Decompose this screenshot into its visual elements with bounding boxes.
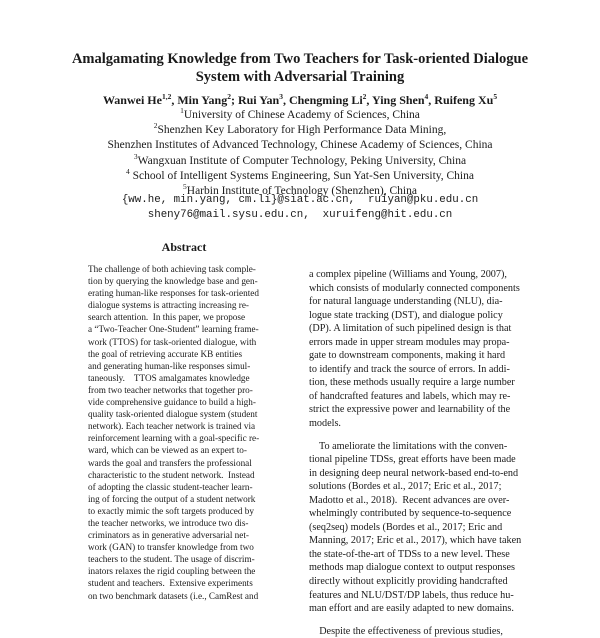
author-affiliation-mark: 1,2 [161,92,172,101]
email-line-1: {ww.he, min.yang, cm.li}@siat.ac.cn, ruiyan@pku.edu.cn [121,194,479,206]
author-name: Ying Shen [371,93,425,107]
body-text-line: in designing deep neural network-based end-to-end [309,467,519,479]
abstract-line: criminators as in generative adversarial net- [88,530,249,541]
body-text-line: man effort and are easily adapted to new domains. [309,603,514,615]
author-affiliation-mark: 5 [493,92,498,101]
abstract-line: taneously. TTOS amalgamates knowledge [88,372,250,383]
title-line-1: Amalgamating Knowledge from Two Teachers for Task-oriented Dialogue [71,51,529,67]
abstract-line: network). Each teacher network is trained via [88,421,256,432]
abstract-line: vide comprehensive guidance to build a high- [88,397,256,408]
abstract-line: characteristic to the student network. Instead [88,469,255,480]
author-list [40,93,560,107]
affiliation-text: School of Intelligent Systems Engineering, Sun Yat-Sen University, China [129,169,474,182]
abstract-line: reinforcement learning with a goal-specific re- [88,433,260,444]
author-name: Rui Yan [237,93,280,107]
email-line-2: sheny76@mail.sysu.edu.cn, xuruifeng@hit.edu.cn [147,209,453,221]
body-text-line: directly without explicitly providing handcrafted [309,576,508,588]
affiliation-text: Wangxuan Institute of Computer Technology, Peking University, China [137,154,467,167]
intro-paragraph-1 [309,268,533,431]
abstract-line: dialogue systems is attracting increasing re- [88,300,249,311]
body-text-line: Despite the effectiveness of previous studies, [309,625,503,637]
author-name: Chengming Li [288,93,363,107]
author-affiliation-mark: 3 [279,92,283,101]
abstract-line: a “Two-Teacher One-Student” learning frame- [88,324,259,335]
body-text-line: methods map dialogue context to output responses [309,562,515,574]
affiliation-mark: 5 [183,182,187,192]
author-separator: ; [230,93,238,107]
abstract-line: from two teacher networks that together pro- [88,384,253,395]
abstract-line: work (GAN) to transfer knowledge from two [88,542,254,553]
body-text-line: tional pipeline TDSs, great efforts have been made [309,454,516,466]
abstract-line: inators relaxes the rigid coupling between the [88,566,256,577]
body-text-line: solutions (Bordes et al., 2017; Eric et al., 2017; [309,481,502,493]
abstract-line: search attention. In this paper, we propose [88,312,246,323]
body-text-line: features and NLU/DST/DP labels, thus reduce hu- [309,589,514,601]
affiliation-line [40,108,560,123]
body-text-line: tion, these methods usually require a large number [309,377,515,389]
author-separator: , [282,93,289,107]
affiliation-line [40,138,560,153]
author-separator: , [428,93,435,107]
abstract-line: wards the goal and transfers the professional [88,457,252,468]
body-text-line: Madotto et al., 2018). Recent advances are over- [309,494,510,506]
abstract-line: teachers to the student. The usage of discrim- [88,554,255,565]
body-text-line: (seq2seq) models (Bordes et al., 2017; Eric and [309,521,503,533]
affiliation-text: University of Chinese Academy of Sciences, China [183,109,420,121]
author-name: Ruifeng Xu [434,93,494,107]
affiliation-text: Shenzhen Institutes of Advanced Technology, Chinese Academy of Sciences, China [107,139,493,152]
body-text-line: of handcrafted features and labels, which may re- [309,390,511,402]
author-affiliation-mark: 2 [227,92,231,101]
affiliation-mark: 1 [180,106,184,116]
paragraph-gap [309,616,533,625]
intro-paragraph-2 [309,440,533,616]
body-text-line: strict the expressive power and learnability of the [309,404,511,416]
affiliation-line [40,123,560,138]
abstract-line: work (TTOS) for task-oriented dialogue, with [88,336,257,347]
abstract-line: erating human-like responses for task-oriented [88,288,259,299]
body-text-line: a complex pipeline (Williams and Young, 2007), [309,269,507,280]
email-list [40,193,560,223]
body-text-line: for natural language understanding (NLU), dia- [309,296,503,308]
body-text-line: gate to downstream components, making it hard [309,350,506,362]
abstract-line: and generating human-like responses simul- [88,360,251,371]
body-text-line: the state-of-the-art of TDSs to a new level. These [309,548,510,560]
author-name: Wanwei He [102,93,162,107]
abstract-line: ing of forcing the output of a student network [88,493,256,504]
abstract-body [88,263,280,602]
abstract-line: The challenge of both achieving task comple- [88,264,256,274]
body-text-line: logue state tracking (DST), and dialogue policy [309,309,503,321]
body-text-line: to identify and track the source of errors. In addi- [309,363,510,375]
body-text-line: whelmingly contributed by sequence-to-sequence [309,508,512,520]
body-text-line: errors made in upper stream modules may propa- [309,336,510,348]
body-text-line: models. [309,418,341,430]
affiliation-list [40,108,560,199]
body-text-line: (DP). A limitation of such pipelined design is that [309,323,512,335]
introduction-column [309,268,533,638]
abstract-line: on two benchmark datasets (i.e., CamRest and [88,590,259,601]
body-text-line: To ameliorate the limitations with the conven- [309,440,508,452]
abstract-line: quality task-oriented dialogue system (student [88,409,258,420]
abstract-line: of adopting the classic student-teacher learn- [88,481,253,492]
affiliation-mark: 4 [126,166,130,176]
affiliation-text: Shenzhen Key Laboratory for High Performance Data Mining, [157,124,447,137]
affiliation-mark: 3 [133,151,138,161]
affiliation-text: Harbin Institute of Technology (Shenzhen), China [186,185,417,198]
affiliation-line [40,166,560,184]
affiliation-line [40,151,560,169]
intro-paragraph-3 [309,625,533,638]
abstract-line: the teacher networks, we introduce two dis- [88,517,249,528]
abstract-line: ward, which can be viewed as an expert to- [88,445,247,456]
author-affiliation-mark: 2 [362,92,367,101]
abstract-line: the goal of retrieving accurate KB entities [88,348,243,359]
paragraph-gap [309,431,533,440]
author-separator: , [366,93,372,107]
abstract-line: tion by querying the knowledge base and gen- [88,276,258,287]
body-text-line: which consists of modularly connected components [309,282,520,294]
abstract-line: to exactly mimic the soft targets produced by [88,505,254,516]
abstract-heading: Abstract [161,240,207,254]
affiliation-mark: 2 [153,121,158,131]
author-name: Min Yang [177,93,228,107]
abstract-line: student and teachers. Extensive experiments [88,578,253,589]
author-separator: , [171,93,178,107]
body-text-line: Manning, 2017; Eric et al., 2017), which have taken [309,535,522,547]
title-line-2: System with Adversarial Training [195,69,405,85]
author-affiliation-mark: 4 [424,92,429,101]
paper-title [40,50,560,86]
